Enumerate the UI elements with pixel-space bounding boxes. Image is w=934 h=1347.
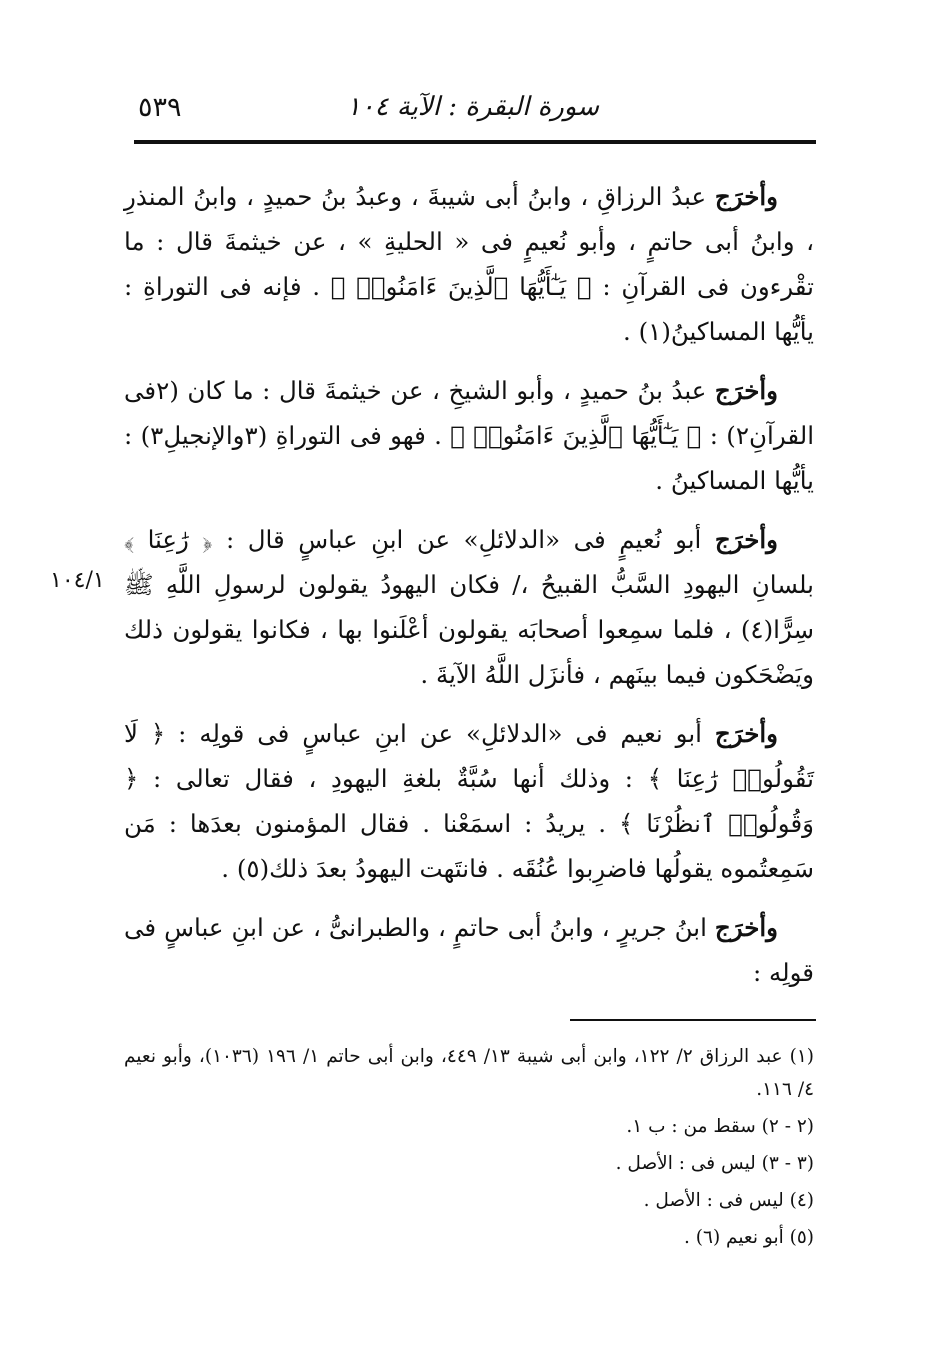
footnote-2: (٢ - ٢) سقط من : ب ١. [626,1116,814,1137]
header-rule [134,140,816,144]
paragraph-text: أبو نُعيمٍ فى «الدلائلِ» عن ابنِ عباسٍ قال : ﴿ رَٰعِنَا ﴾ بلسانِ اليهودِ السَّبُّ القبيحُ ،/ فكان اليهودُ يقولون لرسولِ اللَّهِ ﷺ سِرًّا(٤) ، فلما سمِعوا أصحابَه يقولون أعْلَنوا بها ، فكانوا يقولون ذلك ويَضْحَكون فيما بينَهم ، فأنزَل اللَّهُ الآيةَ . [124,525,814,689]
paragraph-lead: وأخرَج [714,525,778,554]
footnote-rule [570,1019,816,1021]
main-text [124,174,814,1009]
paragraph-1 [124,174,814,354]
margin-volume-page-note: ١٠٤/١ [50,568,105,593]
paragraph-lead: وأخرَج [714,719,778,748]
footnote-4: (٤) ليس فى : الأصل . [643,1190,814,1211]
paragraph-lead: وأخرَج [714,913,778,942]
paragraph-text: أبو نعيم فى «الدلائلِ» عن ابنِ عباسٍ فى قولِه : ﴿ لَا تَقُولُوا۟ رَٰعِنَا ﴾ : وذلك أنها سُبَّةٌ بلغةِ اليهودِ ، فقال تعالى : ﴿ وَقُولُوا۟ ٱنظُرْنَا ﴾ . يريدُ : اسمَعْنا . فقال المؤمنون بعدَها : مَن سَمِعتُموه يقولُها فاضرِبوا عُنُقَه . فانتَهت اليهودُ بعدَ ذلك(٥) . [124,719,814,883]
paragraph-4 [124,711,814,891]
running-header [138,92,814,132]
paragraph-3 [124,517,814,697]
paragraph-text: ابنُ جريرٍ ، وابنُ أبى حاتمٍ ، والطبرانىُّ ، عن ابنِ عباسٍ فى قولِه : [124,913,814,987]
page-number: ٥٣٩ [138,92,182,123]
footnote-1: (١) عبد الرزاق ٢/ ١٢٢، وابن أبى شيبة ١٣/ ٤٤٩، وابن أبى حاتم ١/ ١٩٦ (١٠٣٦)، وأبو نعيم ٤/ ١١٦. [124,1046,815,1100]
footnote-5: (٥) أبو نعيم (٦) . [684,1227,814,1248]
paragraph-text: عبدُ بنُ حميدٍ ، وأبو الشيخِ ، عن خيثمةَ قال : ما كان (٢فى القرآنِ٢) : ﴿ يَـٰٓأَيُّهَا ٱلَّذِينَ ءَامَنُوا۟ ﴾ . فهو فى التوراةِ (٣والإنجيلِ٣) : يأيُّها المساكينُ . [124,376,814,495]
paragraph-lead: وأخرَج [714,376,778,405]
footnotes [124,1040,814,1258]
paragraph-5 [124,905,814,995]
footnote-3: (٣ - ٣) ليس فى : الأصل . [615,1153,814,1174]
paragraph-text: عبدُ الرزاقِ ، وابنُ أبى شيبةَ ، وعبدُ بنُ حميدٍ ، وابنُ المنذرِ ، وابنُ أبى حاتمٍ ، وأبو نُعيمٍ فى « الحليةِ » ، عن خيثمةَ قال : ما تقْرءون فى القرآنِ : ﴿ يَـٰٓأَيُّهَا ٱلَّذِينَ ءَامَنُوا۟ ﴾ . فإنه فى التوراةِ : يأيُّها المساكينُ(١) . [124,182,814,346]
paragraph-2 [124,368,814,503]
paragraph-lead: وأخرَج [714,182,778,211]
running-title: سورة البقرة : الآية ١٠٤ [346,92,599,122]
